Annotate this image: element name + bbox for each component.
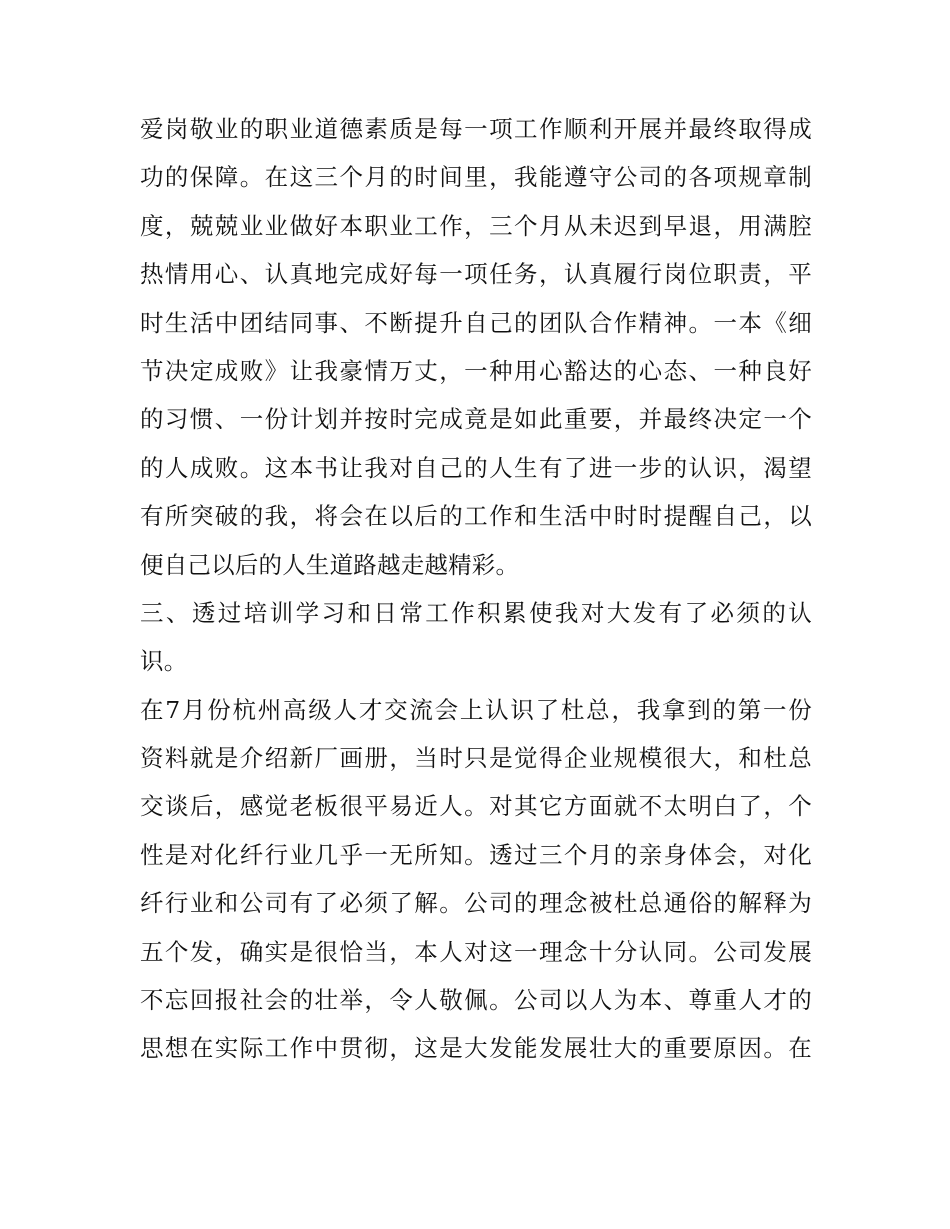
text-line: 热情用心、认真地完成好每一项任务，认真履行岗位职责，平	[140, 260, 812, 289]
text-line: 功的保障。在这三个月的时间里，我能遵守公司的各项规章制	[140, 163, 812, 192]
text-line: 资料就是介绍新厂画册，当时只是觉得企业规模很大，和杜总	[140, 744, 812, 773]
text-line: 有所突破的我，将会在以后的工作和生活中时时提醒自己，以	[140, 502, 812, 531]
section-heading-end: 识。	[140, 647, 188, 676]
text-line: 的人成败。这本书让我对自己的人生有了进一步的认识，渴望	[140, 453, 812, 482]
text-line: 在7月份杭州高级人才交流会上认识了杜总，我拿到的第一份	[140, 695, 812, 724]
section-heading: 三、透过培训学习和日常工作积累使我对大发有了必须的认	[140, 598, 812, 627]
text-line: 的习惯、一份计划并按时完成竟是如此重要，并最终决定一个	[140, 405, 812, 434]
text-line: 纤行业和公司有了必须了解。公司的理念被杜总通俗的解释为	[140, 889, 812, 918]
document-body	[140, 105, 812, 1073]
text-line: 便自己以后的人生道路越走越精彩。	[140, 550, 520, 579]
text-line: 爱岗敬业的职业道德素质是每一项工作顺利开展并最终取得成	[140, 115, 812, 143]
text-line: 交谈后，感觉老板很平易近人。对其它方面就不太明白了，个	[140, 792, 812, 821]
text-line: 五个发，确实是很恰当，本人对这一理念十分认同。公司发展	[140, 937, 812, 966]
text-line: 不忘回报社会的壮举，令人敬佩。公司以人为本、尊重人才的	[140, 986, 812, 1015]
text-line: 性是对化纤行业几乎一无所知。透过三个月的亲身体会，对化	[140, 840, 812, 869]
text-line: 节决定成败》让我豪情万丈，一种用心豁达的心态、一种良好	[140, 356, 812, 385]
text-line: 度，兢兢业业做好本职业工作，三个月从未迟到早退，用满腔	[140, 211, 812, 240]
text-line: 思想在实际工作中贯彻，这是大发能发展壮大的重要原因。在	[140, 1034, 812, 1063]
text-line: 时生活中团结同事、不断提升自己的团队合作精神。一本《细	[140, 308, 812, 337]
